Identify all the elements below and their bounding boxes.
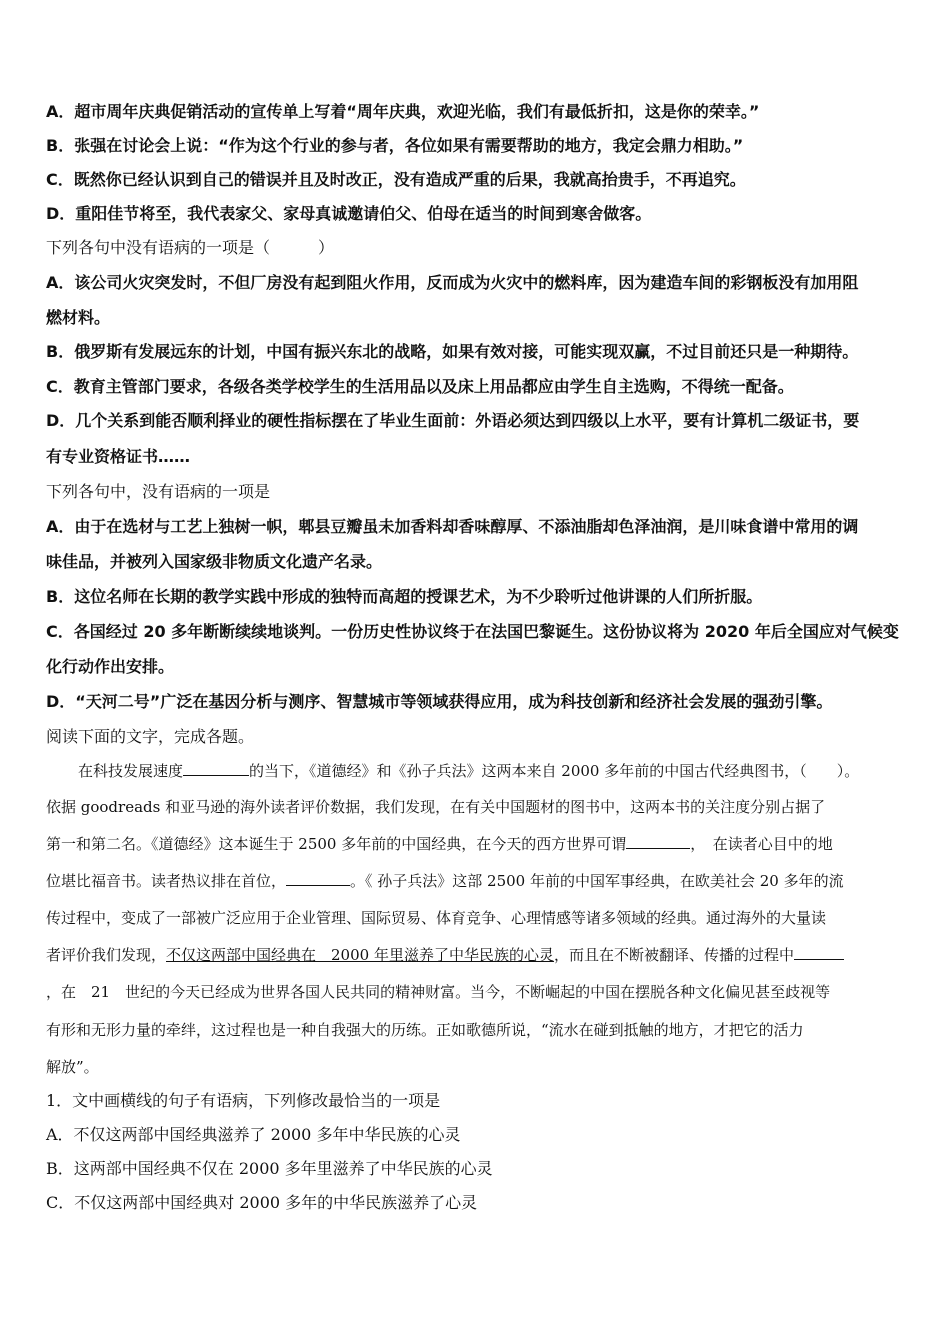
- option-c: C．教育主管部门要求，各级各类学校学生的生活用品以及床上用品都应由学生自主选购，不得统一配备。: [46, 377, 794, 396]
- passage-text: 在科技发展速度: [78, 762, 184, 780]
- option-d-continued: 有专业资格证书……: [46, 447, 191, 466]
- passage-line: [46, 870, 844, 892]
- option-a: A．该公司火灾突发时，不但厂房没有起到阻火作用，反而成为火灾中的燃料库，因为建造车间的彩钢板没有加用阻: [46, 273, 859, 292]
- fill-blank: [794, 944, 844, 960]
- passage-line: [78, 760, 859, 782]
- option-a-continued: 燃材料。: [46, 308, 111, 327]
- option-b: B．张强在讨论会上说：“作为这个行业的参与者，各位如果有需要帮助的地方，我定会鼎力相助。”: [46, 136, 744, 155]
- option-a: A．不仅这两部中国经典滋养了 2000 多年中华民族的心灵: [46, 1125, 461, 1144]
- question-stem: 下列各句中，没有语病的一项是: [46, 482, 271, 501]
- option-a: A．超市周年庆典促销活动的宣传单上写着“周年庆典，欢迎光临，我们有最低折扣，这是你的荣幸。”: [46, 102, 760, 121]
- fill-blank: [183, 760, 249, 776]
- fill-blank: [286, 870, 350, 886]
- option-b: B．这两部中国经典不仅在 2000 多年里滋养了中华民族的心灵: [46, 1159, 493, 1178]
- option-d: D．重阳佳节将至，我代表家父、家母真诚邀请伯父、伯母在适当的时间到寒舍做客。: [46, 204, 652, 223]
- passage-line: ，在 21 世纪的今天已经成为世界各国人民共同的精神财富。当今，不断崛起的中国在摆脱各种文化偏见甚至歧视等: [46, 983, 831, 1001]
- question-stem: 下列各句中没有语病的一项是（ ）: [46, 238, 335, 257]
- passage-line: 依据 goodreads 和亚马逊的海外读者评价数据，我们发现，在有关中国题材的图书中，这两本书的关注度分别占据了: [46, 798, 826, 816]
- passage-line: 传过程中，变成了一部被广泛应用于企业管理、国际贸易、体育竞争、心理情感等诸多领域的经典。通过海外的大量读: [46, 909, 827, 927]
- passage-line: [46, 833, 833, 855]
- option-b: B．这位名师在长期的教学实践中形成的独特而高超的授课艺术，为不少聆听过他讲课的人们所折服。: [46, 587, 763, 606]
- passage-text: 的当下，《道德经》和《孙子兵法》这两本来自 2000 多年前的中国古代经典图书，（ ）。: [249, 762, 860, 780]
- reading-intro: 阅读下面的文字，完成各题。: [46, 727, 255, 746]
- passage-text: 第一和第二名。《道德经》这本诞生于 2500 多年前的中国经典，在今天的西方世界可谓: [46, 835, 627, 853]
- option-d: D．“天河二号”广泛在基因分析与测序、智慧城市等领域获得应用，成为科技创新和经济社会发展的强劲引擎。: [46, 692, 833, 711]
- passage-line: 解放”。: [46, 1058, 99, 1076]
- passage-line: [46, 944, 844, 966]
- option-c: C．不仅这两部中国经典对 2000 多年的中华民族滋养了心灵: [46, 1193, 478, 1212]
- underlined-sentence: 不仅这两部中国经典在 2000 年里滋养了中华民族的心灵: [166, 946, 554, 964]
- passage-text: 。《 孙子兵法》这部 2500 年前的中国军事经典，在欧美社会 20 多年的流: [350, 872, 844, 890]
- option-a: A．由于在选材与工艺上独树一帜，郫县豆瓣虽未加香料却香味醇厚、不添油脂却色泽油润，是川味食谱中常用的调: [46, 517, 859, 536]
- passage-line: 有形和无形力量的牵绊，这过程也是一种自我强大的历练。正如歌德所说，“流水在碰到抵触的地方，才把它的活力: [46, 1021, 804, 1039]
- passage-text: 位堪比福音书。读者热议排在首位，: [46, 872, 287, 890]
- sub-question-stem: 1．文中画横线的句子有语病，下列修改最恰当的一项是: [46, 1091, 441, 1110]
- passage-text: 者评价我们发现，: [46, 946, 167, 964]
- option-a-continued: 味佳品，并被列入国家级非物质文化遗产名录。: [46, 552, 383, 571]
- passage-text: ，而且在不断被翻译、传播的过程中: [553, 946, 794, 964]
- passage-text: ， 在读者心目中的地: [690, 835, 833, 853]
- option-c: C．既然你已经认识到自己的错误并且及时改正，没有造成严重的后果，我就高抬贵手，不再追究。: [46, 170, 746, 189]
- option-c: C．各国经过 20 多年断断续续地谈判。一份历史性协议终于在法国巴黎诞生。这份协议将为 2020 年后全国应对气候变: [46, 622, 899, 641]
- option-d: D．几个关系到能否顺利择业的硬性指标摆在了毕业生面前：外语必须达到四级以上水平，要有计算机二级证书，要: [46, 411, 860, 430]
- option-b: B．俄罗斯有发展远东的计划，中国有振兴东北的战略，如果有效对接，可能实现双赢，不过目前还只是一种期待。: [46, 342, 859, 361]
- fill-blank: [626, 833, 690, 849]
- option-c-continued: 化行动作出安排。: [46, 657, 175, 676]
